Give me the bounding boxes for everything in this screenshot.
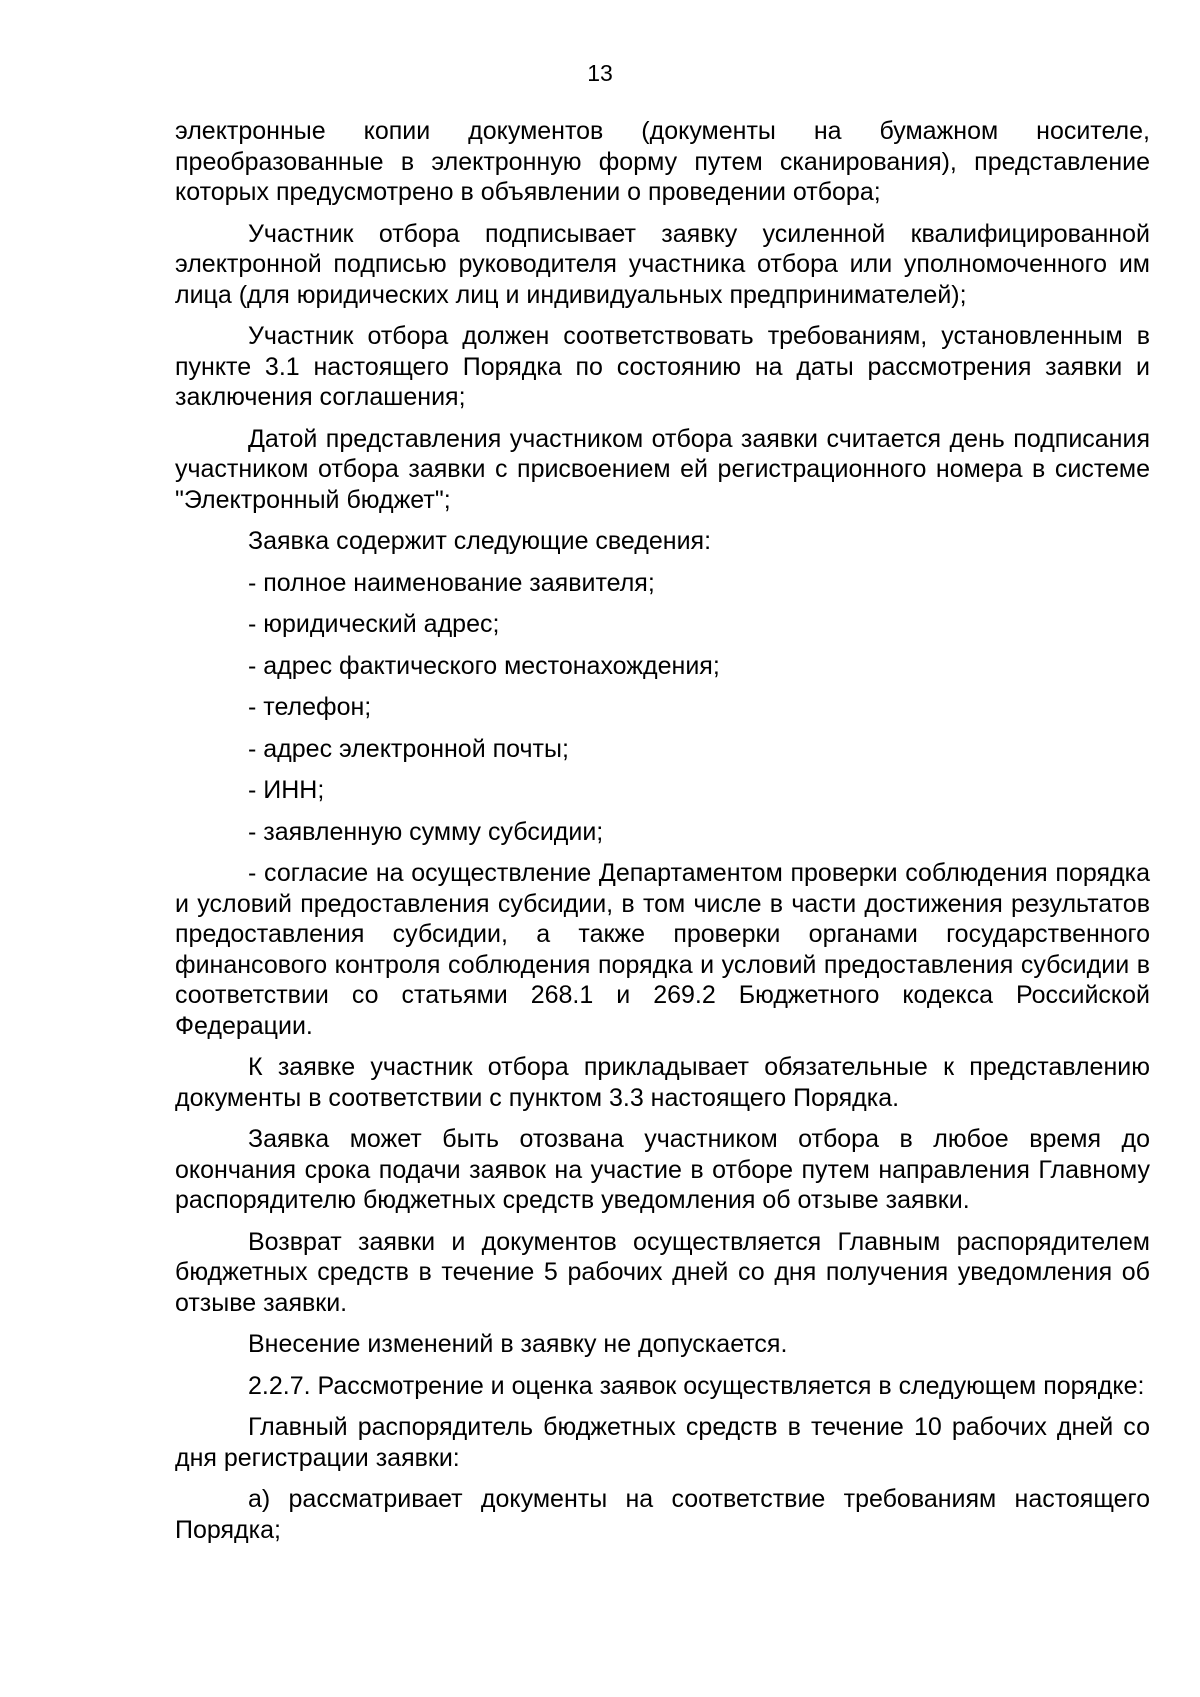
paragraph-signature: Участник отбора подписывает заявку усиленной квалифицированной электронной подписью руководителя участника отбора или уполномоченного им лица (для юридических лиц и индивидуальных предпринимателей); <box>175 219 1150 309</box>
list-item-actual-address: - адрес фактического местонахождения; <box>248 651 720 680</box>
paragraph-review-order: 2.2.7. Рассмотрение и оценка заявок осуществляется в следующем порядке: <box>248 1371 1145 1400</box>
paragraph-no-changes: Внесение изменений в заявку не допускается. <box>248 1330 788 1358</box>
paragraph-return: Возврат заявки и документов осуществляется Главным распорядителем бюджетных средств в течение 5 рабочих дней со дня получения уведомления об отзыве заявки. <box>175 1227 1150 1317</box>
list-item-inn: - ИНН; <box>248 776 325 804</box>
list-item-phone: - телефон; <box>248 693 372 721</box>
paragraph-review-period: Главный распорядитель бюджетных средств в течение 10 рабочих дней со дня регистрации заявки: <box>175 1413 1150 1472</box>
paragraph-electronic-copies: электронные копии документов (документы на бумажном носителе, преобразованные в электронную форму путем сканирования), представление которых предусмотрено в объявлении о проведении отбора; <box>175 117 1150 206</box>
document-body <box>175 116 1150 1556</box>
list-item-legal-address: - юридический адрес; <box>248 610 500 638</box>
paragraph-requirements: Участник отбора должен соответствовать требованиям, установленным в пункте 3.1 настоящего Порядка по состоянию на даты рассмотрения заявки и заключения соглашения; <box>175 322 1150 411</box>
list-item-consent: - согласие на осуществление Департаментом проверки соблюдения порядка и условий предоставления субсидии, в том числе в части достижения результатов предоставления субсидии, а также проверки органами государственного финансового контроля соблюдения порядка и условий предоставления субсидии в соответствии со статьями 268.1 и 269.2 Бюджетного кодекса Российской Федерации. <box>175 859 1150 1040</box>
page-number: 13 <box>587 60 613 86</box>
list-item-email: - адрес электронной почты; <box>248 734 569 763</box>
paragraph-withdrawal: Заявка может быть отозвана участником отбора в любое время до окончания срока подачи заявок на участие в отборе путем направления Главному распорядителю бюджетных средств уведомления об отзыве заявки. <box>175 1125 1150 1214</box>
list-item-full-name: - полное наименование заявителя; <box>248 568 655 597</box>
paragraph-review-item-a: а) рассматривает документы на соответствие требованиям настоящего Порядка; <box>175 1485 1150 1544</box>
paragraph-attached-documents: К заявке участник отбора прикладывает обязательные к представлению документы в соответствии с пунктом 3.3 настоящего Порядка. <box>175 1053 1150 1112</box>
paragraph-application-contents: Заявка содержит следующие сведения: <box>248 527 712 555</box>
list-item-subsidy-amount: - заявленную сумму субсидии; <box>248 817 604 846</box>
paragraph-submission-date: Датой представления участником отбора заявки считается день подписания участником отбора заявки с присвоением ей регистрационного номера в системе "Электронный бюджет"; <box>175 424 1150 514</box>
